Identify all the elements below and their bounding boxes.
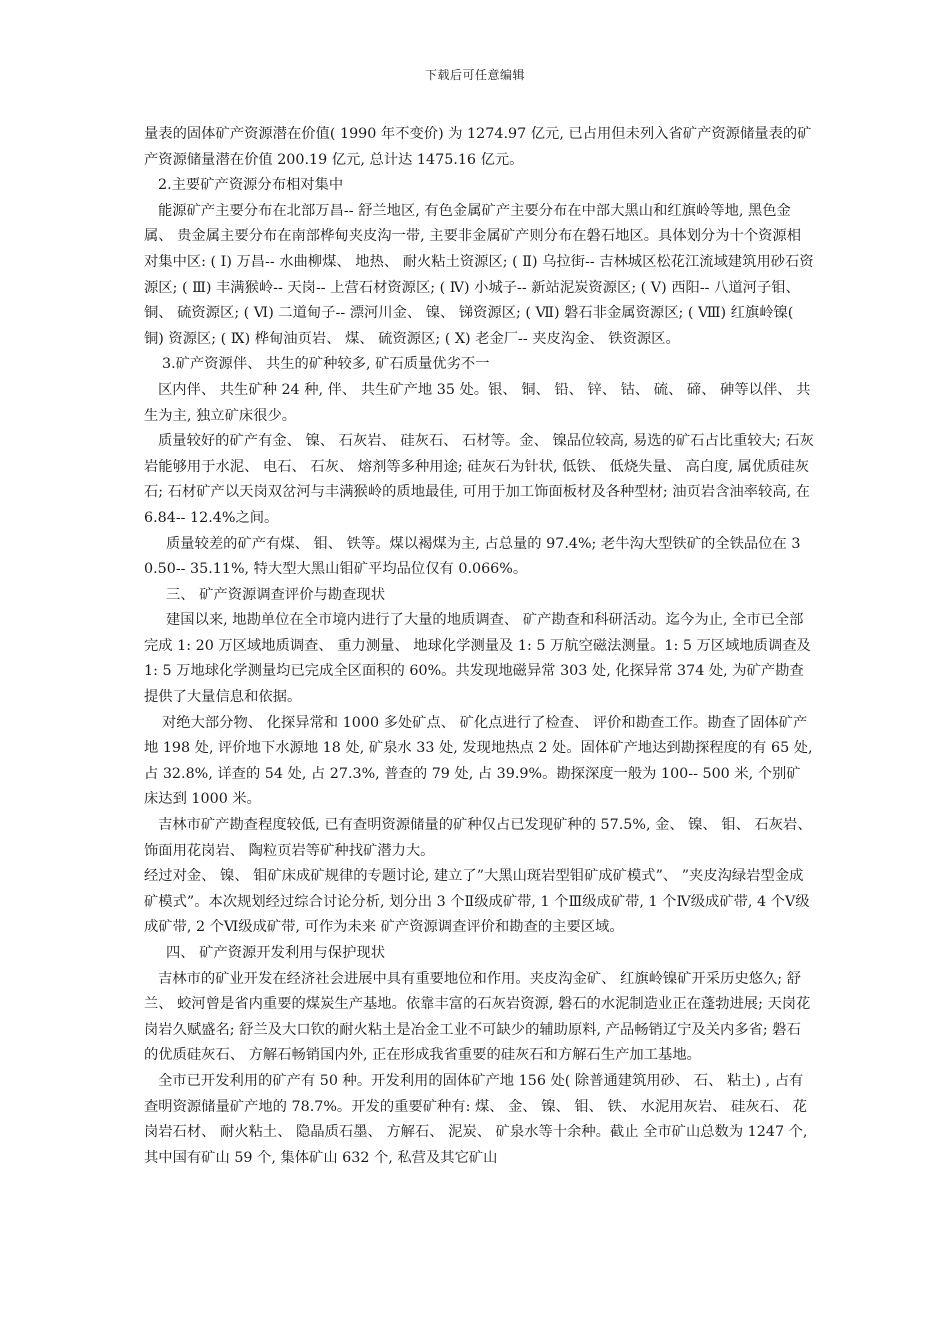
- paragraph: 吉林市的矿业开发在经济社会进展中具有重要地位和作用。夹皮沟金矿、 红旗岭镍矿开采历史悠久; 舒兰、 蛟河曾是省内重要的煤炭生产基地。依靠丰富的石灰岩资源, 磐石的水泥制造业正在蓬勃进展; 天岗花岗岩久赋盛名; 舒兰及大口钦的耐火粘土是冶金工业不可缺少的辅助原料, 产品畅销辽宁及关内多省; 磐石的优质硅灰石、 方解石畅销国内外, 正在形成我省重要的硅灰石和方解石生产加工基地。: [144, 970, 811, 1064]
- paragraph: 吉林市矿产勘查程度较低, 已有查明资源储量的矿种仅占已发现矿种的 57.5%, 金、 镍、 钼、 石灰岩、 饰面用花岗岩、 陶粒页岩等矿种找矿潜力大。: [144, 817, 812, 859]
- paragraph: 量表的固体矿产资源潜在价值( 1990 年不变价) 为 1274.97 亿元, 已占用但未列入省矿产资源储量表的矿产资源储量潜在价值 200.19 亿元, 总计达 1475.16 亿元。: [144, 126, 812, 168]
- paragraph: 全市已开发利用的矿产有 50 种。开发利用的固体矿产地 156 处( 除普通建筑用砂、 石、 粘土) , 占有查明资源储量矿产地的 78.7%。开发的重要矿种有: 煤、 金、 镍、 钼、 铁、 水泥用灰岩、 硅灰石、 花岗岩石材、 耐火粘土、 隐晶质石墨、 方解石、 泥炭、 矿泉水等十余种。截止 全市矿山总数为 1247 个, 其中国有矿山 59 个, 集体矿山 632 个, 私营及其它矿山: [144, 1072, 808, 1166]
- paragraph: 经过对金、 镍、 钼矿床成矿规律的专题讨论, 建立了”大黑山斑岩型钼矿成矿模式”、 ”夹皮沟绿岩型金成矿模式”。本次规划经过综合讨论分析, 划分出 3 个Ⅱ级成矿带, 1 个Ⅲ级成矿带, 1 个Ⅳ级成矿带, 4 个Ⅴ级成矿带, 2 个Ⅵ级成矿带, 可作为未来 矿产资源调查评价和勘查的主要区域。: [144, 868, 810, 936]
- paragraph: 对绝大部分物、 化探异常和 1000 多处矿点、 矿化点进行了检查、 评价和勘查工作。勘查了固体矿产地 198 处, 评价地下水源地 18 处, 矿泉水 33 处, 发现地热点 2 处。固体矿产地达到勘探程度的有 65 处, 占 32.8%, 详查的 54 处, 占 27.3%, 普查的 79 处, 占 39.9%。勘探深度一般为 100-- 500 米, 个别矿床达到 1000 米。: [144, 714, 813, 808]
- paragraph: 区内伴、 共生矿种 24 种, 伴、 共生矿产地 35 处。银、 铜、 铅、 锌、 钴、 硫、 碲、 砷等以伴、 共生为主, 独立矿床很少。: [144, 381, 811, 424]
- document-body: [144, 122, 814, 1171]
- paragraph: 质量较好的矿产有金、 镍、 石灰岩、 硅灰石、 石材等。金、 镍品位较高, 易选的矿石占比重较大; 石灰岩能够用于水泥、 电石、 石灰、 熔剂等多种用途; 硅灰石为针状, 低铁、 低烧失量、 高白度, 属优质硅灰石; 石材矿产以天岗双岔河与丰满猴岭的质地最佳, 可用于加工饰面板材及各种型材; 油页岩含油率较高, 在 6.84-- 12.4%之间。: [144, 433, 814, 526]
- paragraph: 建国以来, 地勘单位在全市境内进行了大量的地质调查、 矿产勘查和科研活动。迄今为止, 全市已全部完成 1: 20 万区域地质调查、 重力测量、 地球化学测量及 1: 5 万航空磁法测量。1: 5 万区域地质调查及 1: 5 万地球化学测量均已完成全区面积的 60%。共发现地磁异常 303 处, 化探异常 374 处, 为矿产勘查提供了大量信息和依据。: [144, 612, 811, 706]
- paragraph: 能源矿产主要分布在北部万昌-- 舒兰地区, 有色金属矿产主要分布在中部大黑山和红旗岭等地, 黑色金属、 贵金属主要分布在南部桦甸夹皮沟一带, 主要非金属矿产则分布在磐石地区。具体划分为十个资源相对集中区: ( Ⅰ) 万昌-- 水曲柳煤、 地热、 耐火粘土资源区; ( Ⅱ) 乌拉街-- 吉林城区松花江流域建筑用砂石资源区; ( Ⅲ) 丰满猴岭-- 天岗-- 上营石材资源区; ( Ⅳ) 小城子-- 新站泥炭资源区; ( Ⅴ) 西阳-- 八道河子钼、 铜、 硫资源区; ( Ⅵ) 二道甸子-- 漂河川金、 镍、 锑资源区; ( Ⅶ) 磐石非金属资源区; ( Ⅷ) 红旗岭镍( 铜) 资源区; ( Ⅸ) 桦甸油页岩、 煤、 硫资源区; ( Ⅹ) 老金厂-- 夹皮沟金、 铁资源区。: [144, 202, 814, 347]
- page-header: 下载后可任意编辑: [424, 68, 525, 82]
- section-heading: 三、 矿产资源调查评价与勘查现状: [166, 586, 385, 603]
- section-heading: 四、 矿产资源开发利用与保护现状: [166, 945, 385, 961]
- paragraph: 质量较差的矿产有煤、 钼、 铁等。煤以褐煤为主, 占总量的 97.4%; 老牛沟大型铁矿的全铁品位在 30.50-- 35.11%, 特大型大黑山钼矿平均品位仅有 0.066%。: [144, 535, 801, 578]
- section-heading: 2.主要矿产资源分布相对集中: [158, 177, 344, 194]
- section-heading: 3.矿产资源伴、 共生的矿种较多, 矿石质量优劣不一: [162, 356, 490, 373]
